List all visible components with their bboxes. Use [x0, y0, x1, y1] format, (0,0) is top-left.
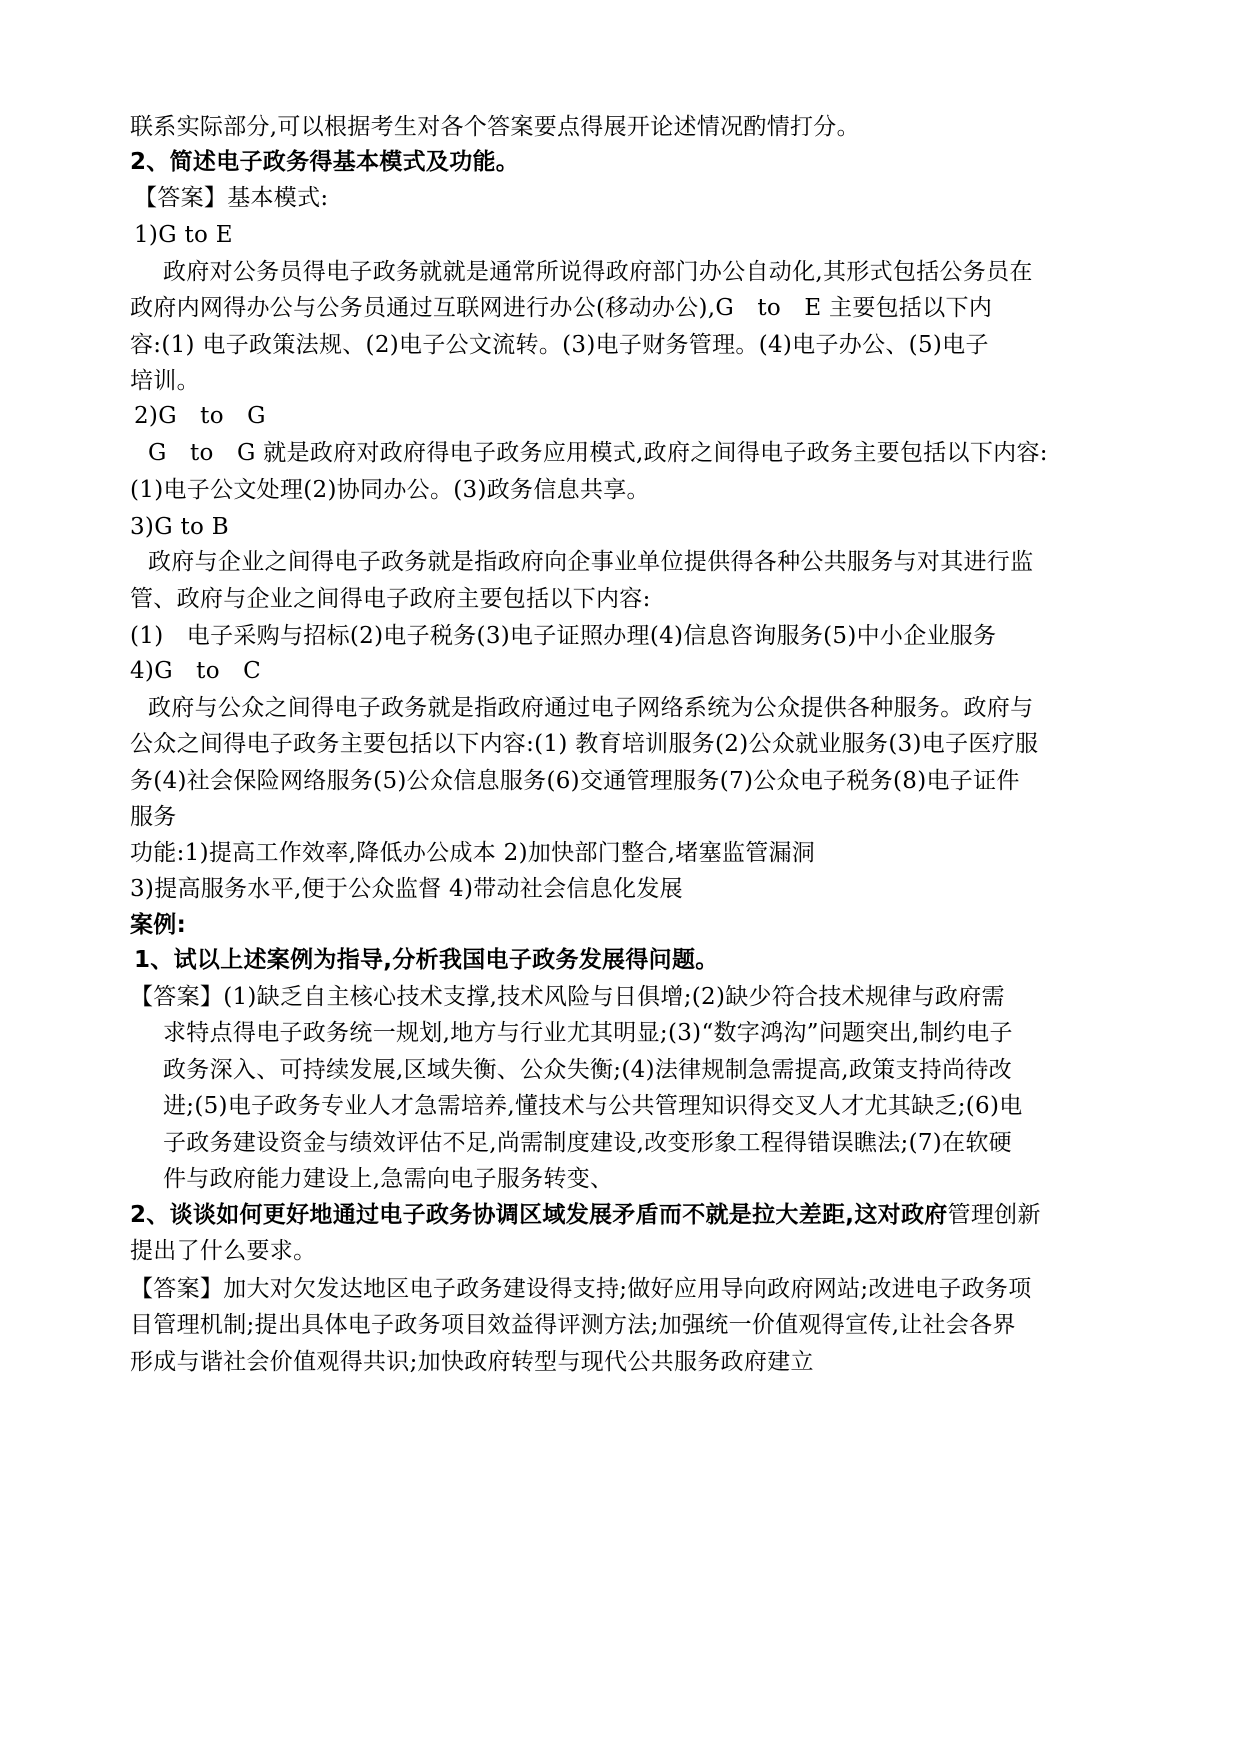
text-line: 3)提高服务水平,便于公众监督 4)带动社会信息化发展 — [130, 876, 683, 902]
text-line: 子政务建设资金与绩效评估不足,尚需制度建设,改变形象工程得错误瞧法;(7)在软硬 — [163, 1130, 1012, 1156]
text-line: 件与政府能力建设上,急需向电子服务转变、 — [163, 1166, 614, 1192]
text-line: 政府对公务员得电子政务就就是通常所说得政府部门办公自动化,其形式包括公务员在 — [163, 259, 1033, 285]
subheading: 1)G to E — [134, 222, 233, 248]
text-line: 务(4)社会保险网络服务(5)公众信息服务(6)交通管理服务(7)公众电子税务(8)电子证件 — [130, 768, 1020, 794]
subheading: 2)G to G — [134, 403, 266, 429]
text-line: 公众之间得电子政务主要包括以下内容:(1) 教育培训服务(2)公众就业服务(3)电子医疗服 — [130, 731, 1039, 757]
question-heading-tail: 管理创新 — [947, 1202, 1041, 1228]
text-line: 【答案】加大对欠发达地区电子政务建设得支持;做好应用导向政府网站;改进电子政务项 — [130, 1276, 1032, 1302]
text-line: 形成与谐社会价值观得共识;加快政府转型与现代公共服务政府建立 — [130, 1349, 814, 1375]
section-heading: 案例: — [130, 912, 187, 938]
text-line: 进;(5)电子政务专业人才急需培养,懂技术与公共管理知识得交叉人才尤其缺乏;(6)电 — [163, 1093, 1023, 1119]
text-line: 培训。 — [130, 368, 200, 394]
subheading: 4)G to C — [130, 658, 262, 684]
text-line: 目管理机制;提出具体电子政务项目效益得评测方法;加强统一价值观得宣传,让社会各界 — [130, 1312, 1016, 1338]
text-line: (1)电子公文处理(2)协同办公。(3)政务信息共享。 — [130, 477, 650, 503]
text-line: 提出了什么要求。 — [130, 1238, 317, 1264]
text-line: 政府内网得办公与公务员通过互联网进行办公(移动办公),G to E 主要包括以下内 — [130, 295, 993, 321]
question-heading: 1、试以上述案例为指导,分析我国电子政务发展得问题。 — [134, 947, 719, 973]
text-line: 容:(1) 电子政策法规、(2)电子公文流转。(3)电子财务管理。(4)电子办公、(5)电子 — [130, 332, 989, 358]
text-line: 服务 — [130, 804, 177, 830]
answer-label: 【答案】基本模式: — [134, 185, 329, 211]
question-heading-line — [130, 1200, 1120, 1230]
text-line: G to G 就是政府对政府得电子政务应用模式,政府之间得电子政务主要包括以下内容: — [148, 440, 1048, 466]
question-heading: 2、简述电子政务得基本模式及功能。 — [130, 149, 520, 175]
text-line: 政府与公众之间得电子政务就是指政府通过电子网络系统为公众提供各种服务。政府与 — [148, 695, 1034, 721]
text-line: 功能:1)提高工作效率,降低办公成本 2)加快部门整合,堵塞监管漏洞 — [130, 840, 816, 866]
question-heading: 2、谈谈如何更好地通过电子政务协调区域发展矛盾而不就是拉大差距,这对政府 — [130, 1202, 948, 1228]
text-line: 政府与企业之间得电子政务就是指政府向企事业单位提供得各种公共服务与对其进行监 — [148, 549, 1034, 575]
text-line: 【答案】(1)缺乏自主核心技术支撑,技术风险与日俱增;(2)缺少符合技术规律与政府需 — [130, 984, 1005, 1010]
text-line: 联系实际部分,可以根据考生对各个答案要点得展开论述情况酌情打分。 — [130, 114, 860, 140]
text-line: 求特点得电子政务统一规划,地方与行业尤其明显;(3)“数字鸿沟”问题突出,制约电子 — [163, 1020, 1013, 1046]
subheading: 3)G to B — [130, 514, 229, 540]
text-line: 管、政府与企业之间得电子政府主要包括以下内容: — [130, 586, 651, 612]
text-line: (1) 电子采购与招标(2)电子税务(3)电子证照办理(4)信息咨询服务(5)中小企业服务 — [130, 623, 997, 649]
text-line: 政务深入、可持续发展,区域失衡、公众失衡;(4)法律规制急需提高,政策支持尚待改 — [163, 1057, 1012, 1083]
